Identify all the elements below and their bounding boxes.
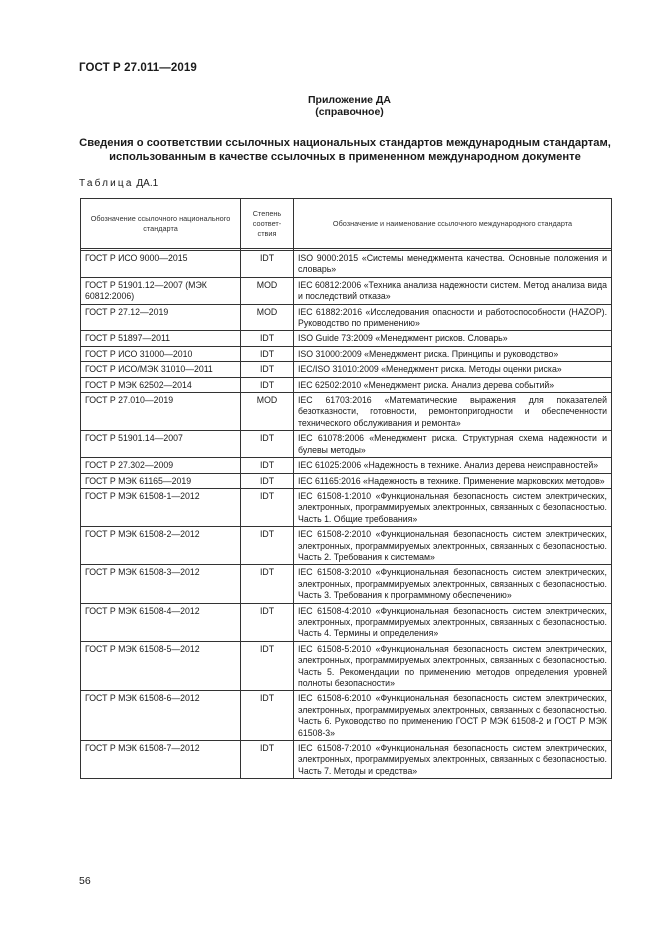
- international-standard-cell: IEC 61508-7:2010 «Функциональная безопасность систем электрических, электронных, программируемых электронных, связанных с безопасностью. Часть 7. Методы и средства»: [294, 741, 612, 779]
- national-standard-cell: ГОСТ Р МЭК 61508-3—2012: [81, 565, 241, 603]
- degree-cell: IDT: [241, 603, 294, 641]
- national-standard-cell: ГОСТ Р 27.302—2009: [81, 458, 241, 473]
- international-standard-cell: IEC 62502:2010 «Менеджмент риска. Анализ дерева событий»: [294, 377, 612, 392]
- international-standard-cell: ISO Guide 73:2009 «Менеджмент рисков. Словарь»: [294, 331, 612, 346]
- table-row: [81, 488, 612, 526]
- national-standard-cell: ГОСТ Р МЭК 61508-2—2012: [81, 527, 241, 565]
- degree-cell: IDT: [241, 431, 294, 458]
- international-standard-cell: IEC 61703:2016 «Математические выражения для показателей безотказности, готовности, ремонтопригодности и обеспеченности технического обслуживания и ремонта»: [294, 393, 612, 431]
- section-heading: Сведения о соответствии ссылочных национальных стандартов международным стандартам, использованным в качестве ссылочных в примененном международном документе: [79, 137, 611, 163]
- national-standard-cell: ГОСТ Р МЭК 61508-1—2012: [81, 488, 241, 526]
- degree-cell: MOD: [241, 393, 294, 431]
- national-standard-cell: ГОСТ Р 51901.14—2007: [81, 431, 241, 458]
- degree-cell: IDT: [241, 527, 294, 565]
- table-row: [81, 431, 612, 458]
- degree-cell: IDT: [241, 251, 294, 278]
- national-standard-cell: ГОСТ Р МЭК 61508-4—2012: [81, 603, 241, 641]
- international-standard-cell: IEC 61508-1:2010 «Функциональная безопасность систем электрических, электронных, программируемых электронных, связанных с безопасностью. Часть 1. Общие требования»: [294, 488, 612, 526]
- table-row: [81, 346, 612, 361]
- table-row: [81, 473, 612, 488]
- table-row: [81, 304, 612, 331]
- international-standard-cell: IEC 61508-5:2010 «Функциональная безопасность систем электрических, электронных, программируемых электронных, связанных с безопасностью. Часть 5. Рекомендации по применению методов определения уровней полноты безопасности»: [294, 641, 612, 691]
- table-row: [81, 527, 612, 565]
- table-caption-prefix: Таблица: [79, 178, 134, 189]
- international-standard-cell: IEC 61508-3:2010 «Функциональная безопасность систем электрических, электронных, программируемых электронных, связанных с безопасностью. Часть 3. Требования к программному обеспечению»: [294, 565, 612, 603]
- international-standard-cell: IEC 61508-6:2010 «Функциональная безопасность систем электрических, электронных, программируемых электронных, связанных с безопасностью. Часть 6. Руководство по применению ГОСТ Р МЭК 61508-2 и ГОСТ Р МЭК 61508-3»: [294, 691, 612, 741]
- degree-cell: IDT: [241, 362, 294, 377]
- table-row: [81, 641, 612, 691]
- international-standard-cell: IEC 61882:2016 «Исследования опасности и работоспособности (HAZOP). Руководство по применению»: [294, 304, 612, 331]
- national-standard-cell: ГОСТ Р МЭК 61165—2019: [81, 473, 241, 488]
- header-national-standard: Обозначение ссылочного национального стандарта: [81, 199, 241, 249]
- table-row: [81, 603, 612, 641]
- national-standard-cell: ГОСТ Р ИСО/МЭК 31010—2011: [81, 362, 241, 377]
- national-standard-cell: ГОСТ Р МЭК 61508-6—2012: [81, 691, 241, 741]
- degree-cell: IDT: [241, 641, 294, 691]
- document-code: ГОСТ Р 27.011—2019: [79, 62, 197, 74]
- table-row: [81, 565, 612, 603]
- appendix-title-block: [0, 94, 661, 118]
- table-row: [81, 362, 612, 377]
- table-caption: [79, 178, 158, 189]
- degree-cell: IDT: [241, 346, 294, 361]
- table-row: [81, 377, 612, 392]
- national-standard-cell: ГОСТ Р МЭК 62502—2014: [81, 377, 241, 392]
- international-standard-cell: IEC 60812:2006 «Техника анализа надежности систем. Метод анализа вида и последствий отказа»: [294, 277, 612, 304]
- degree-cell: IDT: [241, 458, 294, 473]
- national-standard-cell: ГОСТ Р 51901.12—2007 (МЭК 60812:2006): [81, 277, 241, 304]
- national-standard-cell: ГОСТ Р МЭК 61508-5—2012: [81, 641, 241, 691]
- international-standard-cell: ISO 31000:2009 «Менеджмент риска. Принципы и руководство»: [294, 346, 612, 361]
- table-row: [81, 251, 612, 278]
- degree-cell: IDT: [241, 741, 294, 779]
- degree-cell: IDT: [241, 488, 294, 526]
- degree-cell: IDT: [241, 331, 294, 346]
- table-row: [81, 741, 612, 779]
- degree-cell: IDT: [241, 691, 294, 741]
- international-standard-cell: IEC/ISO 31010:2009 «Менеджмент риска. Методы оценки риска»: [294, 362, 612, 377]
- appendix-subtitle: (справочное): [315, 106, 384, 118]
- national-standard-cell: ГОСТ Р 27.010—2019: [81, 393, 241, 431]
- international-standard-cell: IEC 61508-4:2010 «Функциональная безопасность систем электрических, электронных, программируемых электронных, связанных с безопасностью. Часть 4. Термины и определения»: [294, 603, 612, 641]
- header-degree: Степень соответ-ствия: [241, 199, 294, 249]
- national-standard-cell: ГОСТ Р ИСО 31000—2010: [81, 346, 241, 361]
- national-standard-cell: ГОСТ Р 27.12—2019: [81, 304, 241, 331]
- standards-correspondence-table: [80, 198, 612, 779]
- national-standard-cell: ГОСТ Р 51897—2011: [81, 331, 241, 346]
- table-body: [81, 251, 612, 779]
- degree-cell: IDT: [241, 565, 294, 603]
- table-row: [81, 331, 612, 346]
- international-standard-cell: IEC 61508-2:2010 «Функциональная безопасность систем электрических, электронных, программируемых электронных, связанных с безопасностью. Часть 2. Требования к системам»: [294, 527, 612, 565]
- degree-cell: IDT: [241, 473, 294, 488]
- header-international-standard: Обозначение и наименование ссылочного международного стандарта: [294, 199, 612, 249]
- appendix-title: Приложение ДА: [308, 94, 391, 106]
- international-standard-cell: ISO 9000:2015 «Системы менеджмента качества. Основные положения и словарь»: [294, 251, 612, 278]
- national-standard-cell: ГОСТ Р МЭК 61508-7—2012: [81, 741, 241, 779]
- table-row: [81, 277, 612, 304]
- table-row: [81, 393, 612, 431]
- table-caption-number: ДА.1: [136, 178, 159, 189]
- degree-cell: MOD: [241, 304, 294, 331]
- degree-cell: MOD: [241, 277, 294, 304]
- table-row: [81, 691, 612, 741]
- degree-cell: IDT: [241, 377, 294, 392]
- international-standard-cell: IEC 61078:2006 «Менеджмент риска. Структурная схема надежности и булевы методы»: [294, 431, 612, 458]
- page-number: 56: [79, 875, 91, 887]
- table-row: [81, 458, 612, 473]
- international-standard-cell: IEC 61165:2016 «Надежность в технике. Применение марковских методов»: [294, 473, 612, 488]
- international-standard-cell: IEC 61025:2006 «Надежность в технике. Анализ дерева неисправностей»: [294, 458, 612, 473]
- table-header-row: [81, 199, 612, 249]
- national-standard-cell: ГОСТ Р ИСО 9000—2015: [81, 251, 241, 278]
